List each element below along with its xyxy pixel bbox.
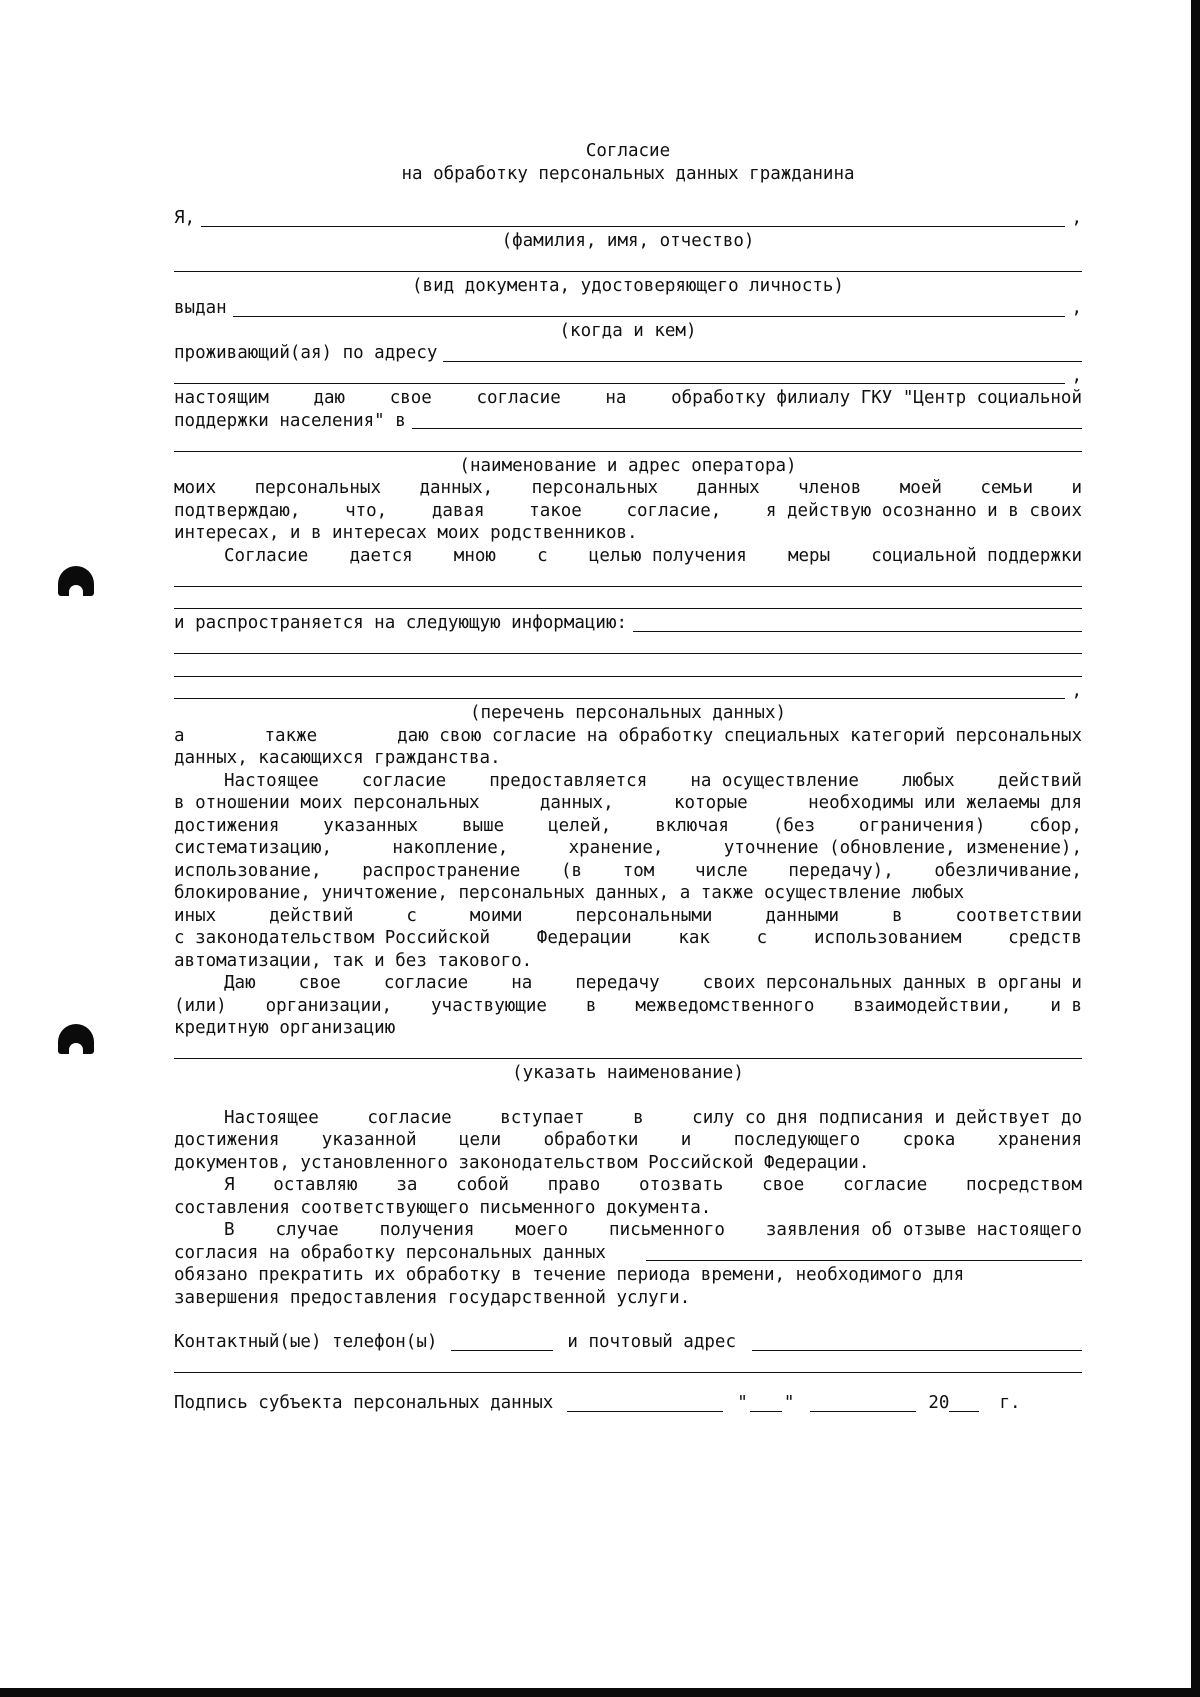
withdraw-line-1	[174, 1219, 1082, 1242]
word: в	[892, 905, 903, 926]
name-caption-text: (указать наименование)	[512, 1063, 744, 1083]
word: настоящим	[174, 388, 269, 408]
word: организации,	[265, 995, 393, 1016]
word: моих	[174, 478, 217, 498]
word: я действую осознанно и в своих	[765, 500, 1082, 521]
subtitle-text: на обработку персональных данных гражданина	[401, 163, 855, 184]
year-prefix: 20	[928, 1393, 950, 1413]
address-label: проживающий(ая) по адресу	[174, 343, 438, 363]
word: передачу	[575, 973, 660, 993]
word: на	[511, 973, 533, 993]
word: предоставляется	[489, 770, 648, 791]
quote-close: "	[783, 1393, 795, 1413]
day-field[interactable]	[750, 1395, 782, 1412]
transfer-line-2	[174, 995, 1082, 1018]
form-subtitle	[174, 163, 1082, 186]
word: взаимодействии,	[853, 995, 1012, 1016]
signature-field[interactable]	[567, 1395, 723, 1412]
word: данных,	[419, 478, 494, 498]
word: свое	[762, 1175, 805, 1195]
word: оставляю	[273, 1175, 358, 1195]
word: накопление,	[392, 838, 509, 858]
data-line-3	[174, 522, 1082, 545]
operator-caption	[174, 455, 1082, 478]
fio-row	[174, 207, 1082, 230]
signature-label: Подпись субъекта персональных данных	[174, 1393, 554, 1413]
word: получения	[379, 1220, 475, 1240]
word: такое	[529, 500, 582, 521]
organization-name-field[interactable]	[174, 1040, 1082, 1063]
word: семьи	[980, 478, 1034, 498]
form-title	[174, 140, 1082, 163]
operator-field[interactable]	[412, 412, 1082, 429]
operator-caption-text: (наименование и адрес оператора)	[459, 455, 797, 476]
address-field[interactable]	[443, 345, 1082, 362]
phone-field[interactable]	[451, 1334, 553, 1351]
consent-line-2	[174, 410, 1082, 433]
actions-line-1	[174, 770, 1082, 793]
word: согласие,	[626, 500, 722, 521]
word: согласие	[476, 388, 561, 408]
word: письменного	[609, 1220, 725, 1240]
transfer-line-1	[174, 972, 1082, 995]
word: межведомственного	[635, 995, 815, 1016]
word: Согласие	[224, 545, 309, 566]
actions-line-6-text: блокирование, уничтожение, персональных данных, а также осуществление любых	[174, 883, 965, 903]
word: (или)	[174, 995, 227, 1016]
word: также	[264, 725, 318, 746]
year-suffix: г.	[999, 1393, 1021, 1413]
title-text: Согласие	[585, 141, 671, 161]
withdraw-line-4	[174, 1287, 1082, 1310]
word: выше	[462, 815, 505, 836]
word: Я	[224, 1175, 235, 1195]
scan-border-right	[1191, 0, 1200, 1697]
word: указанной	[321, 1130, 417, 1150]
word: моего	[515, 1220, 569, 1240]
word: моими	[469, 905, 523, 926]
actions-line-6	[174, 882, 1082, 905]
word: с	[756, 928, 768, 948]
address-row	[174, 342, 1082, 365]
comma: ,	[1071, 298, 1082, 318]
comma: ,	[1071, 365, 1082, 386]
address-row-2	[174, 365, 1082, 388]
word: силу со дня подписания и действует до	[692, 1107, 1082, 1128]
consent-line-2-text: поддержки населения" в	[174, 410, 406, 431]
actions-line-5	[174, 860, 1082, 883]
actions-line-4	[174, 837, 1082, 860]
validity-line-2	[174, 1129, 1082, 1152]
word: согласие	[367, 1107, 452, 1128]
revoke-line-1	[174, 1174, 1082, 1197]
word: в отношении моих персональных	[174, 793, 480, 813]
word: согласие	[383, 973, 469, 993]
operator-field-2[interactable]	[174, 432, 1082, 455]
i-prefix: Я,	[174, 208, 196, 228]
word: передачу),	[788, 860, 894, 881]
word: и	[680, 1130, 692, 1150]
word: своих персональных данных в органы и	[702, 973, 1082, 993]
word: отозвать	[639, 1175, 724, 1195]
word: использование,	[174, 860, 322, 881]
word: (без	[772, 815, 816, 836]
comma: ,	[1071, 680, 1082, 701]
word: моей	[899, 478, 942, 498]
revoke-line-2	[174, 1197, 1082, 1220]
transfer-line-3	[174, 1017, 1082, 1040]
word: средств	[1008, 928, 1082, 948]
word: включая	[655, 815, 729, 836]
word: и	[1071, 478, 1082, 498]
quote-open: "	[737, 1393, 748, 1413]
withdraw-line-3-text: обязано прекратить их обработку в течение периода времени, необходимого для	[174, 1265, 965, 1285]
data-line-2	[174, 500, 1082, 523]
word: вступает	[500, 1107, 585, 1128]
comma: ,	[1071, 208, 1082, 228]
word: заявления об отзыве настоящего	[765, 1220, 1082, 1240]
word: использованием	[813, 928, 962, 948]
word: срока	[902, 1130, 956, 1150]
word: за	[396, 1175, 418, 1195]
word: данных	[696, 478, 760, 498]
word: целей,	[548, 815, 612, 836]
word: а	[174, 725, 185, 746]
info-label: и распространяется на следующую информацию:	[174, 613, 628, 633]
revoke-line-2-text: составления соответствующего письменного документа.	[174, 1197, 712, 1218]
word: последующего	[733, 1130, 861, 1150]
actions-line-9	[174, 950, 1082, 973]
word: в	[585, 995, 597, 1016]
word: систематизацию,	[174, 838, 333, 858]
fio-caption-text: (фамилия, имя, отчество)	[501, 230, 755, 251]
word: Федерации	[536, 928, 632, 948]
data-line-1	[174, 477, 1082, 500]
doc-caption	[174, 275, 1082, 298]
word: с	[537, 545, 548, 566]
word: том	[622, 860, 655, 881]
word: В	[224, 1220, 235, 1240]
identity-document-field[interactable]	[174, 252, 1082, 275]
word: Даю	[224, 973, 256, 993]
info-field-3[interactable]	[174, 657, 1082, 680]
word: давая	[431, 500, 485, 521]
withdraw-line-2-text: согласия на обработку персональных данных	[174, 1242, 606, 1263]
word: свое	[298, 973, 341, 993]
word: мною	[453, 545, 496, 566]
contacts-row	[174, 1331, 1082, 1354]
consent-form	[174, 140, 1082, 1415]
word: любых	[901, 770, 955, 791]
word: обезличивание,	[934, 860, 1082, 881]
validity-line-3	[174, 1152, 1082, 1175]
info-field[interactable]	[633, 615, 1082, 632]
fio-field[interactable]	[201, 210, 1065, 227]
punch-hole-bottom	[58, 1024, 94, 1054]
word: даю	[313, 388, 346, 408]
word: хранения	[997, 1130, 1082, 1150]
special-line-2-text: данных, касающихся гражданства.	[174, 748, 501, 768]
month-field[interactable]	[810, 1395, 916, 1412]
word: право	[547, 1175, 601, 1195]
info-row-4	[174, 680, 1082, 703]
issued-row	[174, 297, 1082, 320]
actions-line-9-text: автоматизации, так и без такового.	[174, 950, 533, 971]
info-field-4[interactable]	[174, 682, 1065, 699]
transfer-line-3-text: кредитную организацию	[174, 1018, 396, 1038]
postal-address-field-2[interactable]	[174, 1354, 1082, 1377]
list-caption	[174, 702, 1082, 725]
doc-caption-text: (вид документа, удостоверяющего личность)	[412, 275, 844, 296]
word: действий	[269, 905, 354, 926]
year-field[interactable]	[949, 1395, 979, 1412]
word: достижения	[174, 1130, 280, 1150]
postal-address-label: и почтовый адрес	[567, 1332, 736, 1352]
word: иных	[174, 905, 217, 926]
word: указанных	[323, 815, 419, 836]
word: в	[633, 1107, 644, 1128]
word: подтверждаю,	[174, 500, 301, 521]
word: персональных	[531, 478, 659, 498]
address-field-2[interactable]	[174, 367, 1065, 384]
special-line-2	[174, 747, 1082, 770]
issued-field[interactable]	[233, 300, 1066, 317]
word: данных,	[539, 793, 614, 813]
data-line-3-text: интересах, и в интересах моих родственников.	[174, 523, 638, 543]
word: обработку филиалу ГКУ "Центр социальной	[671, 388, 1082, 408]
validity-line-1	[174, 1107, 1082, 1130]
actions-line-8	[174, 927, 1082, 950]
word: персональных	[254, 478, 382, 498]
actions-line-3	[174, 815, 1082, 838]
word: свое	[389, 388, 432, 408]
word: как	[678, 928, 710, 948]
purpose-field[interactable]	[174, 567, 1082, 590]
issued-label: выдан	[174, 298, 227, 318]
word: и в	[1050, 995, 1082, 1016]
word: достижения	[174, 815, 280, 836]
signature-row	[174, 1392, 1082, 1415]
word: сбор,	[1029, 815, 1082, 836]
validity-line-3-text: документов, установленного законодательством Российской Федерации.	[174, 1152, 870, 1173]
actions-line-7	[174, 905, 1082, 928]
list-caption-text: (перечень персональных данных)	[469, 703, 787, 723]
word: случае	[275, 1220, 339, 1240]
word: Настоящее	[224, 1107, 319, 1128]
consent-line-1	[174, 387, 1082, 410]
word: что,	[345, 500, 388, 521]
actions-line-2	[174, 792, 1082, 815]
word: Настоящее	[224, 770, 319, 791]
word: посредством	[966, 1175, 1082, 1195]
word: действий	[997, 770, 1082, 791]
word: распространение	[362, 860, 521, 881]
withdraw-line-2	[174, 1242, 1082, 1265]
info-field-2[interactable]	[174, 635, 1082, 658]
word: (в	[560, 860, 583, 881]
word: согласие	[361, 770, 447, 791]
issued-caption	[174, 320, 1082, 343]
word: данными	[765, 905, 840, 926]
word: соответствии	[955, 905, 1082, 926]
word: персональными	[575, 905, 713, 926]
name-caption	[174, 1062, 1082, 1085]
word: цели	[459, 1130, 502, 1150]
word: с законодательством Российской	[174, 928, 491, 948]
word: собой	[456, 1175, 509, 1195]
word: меры	[787, 545, 831, 566]
word: хранение,	[568, 838, 664, 858]
withdraw-line-3	[174, 1264, 1082, 1287]
word: обработки	[543, 1130, 639, 1150]
fio-caption	[174, 230, 1082, 253]
word: даю свою согласие на обработку специальных категорий персональных	[397, 725, 1082, 746]
word: с	[406, 905, 417, 926]
word: на	[605, 388, 627, 408]
postal-address-field[interactable]	[752, 1334, 1082, 1351]
word: уточнение (обновление, изменение),	[723, 838, 1082, 858]
word: согласие	[843, 1175, 928, 1195]
info-row	[174, 612, 1082, 635]
issued-caption-text: (когда и кем)	[559, 320, 697, 341]
word: участвующие	[431, 995, 547, 1016]
withdraw-line-4-text: завершения предоставления государственной услуги.	[174, 1287, 691, 1308]
scan-border-bottom	[0, 1688, 1200, 1697]
word: на осуществление	[690, 770, 859, 791]
word: ограничения)	[858, 815, 986, 836]
word: числе	[695, 860, 748, 881]
operator-name-field[interactable]	[646, 1244, 1082, 1261]
word: которые	[673, 793, 748, 813]
phone-label: Контактный(ые) телефон(ы)	[174, 1332, 438, 1352]
word: целью получения	[588, 545, 747, 566]
punch-hole-top	[58, 566, 94, 596]
purpose-line	[174, 545, 1082, 568]
word: необходимы или желаемы для	[808, 793, 1082, 813]
purpose-field-2[interactable]	[174, 590, 1082, 613]
word: членов	[798, 478, 862, 498]
word: дается	[349, 545, 413, 566]
word: социальной поддержки	[871, 545, 1082, 566]
special-line-1	[174, 725, 1082, 748]
